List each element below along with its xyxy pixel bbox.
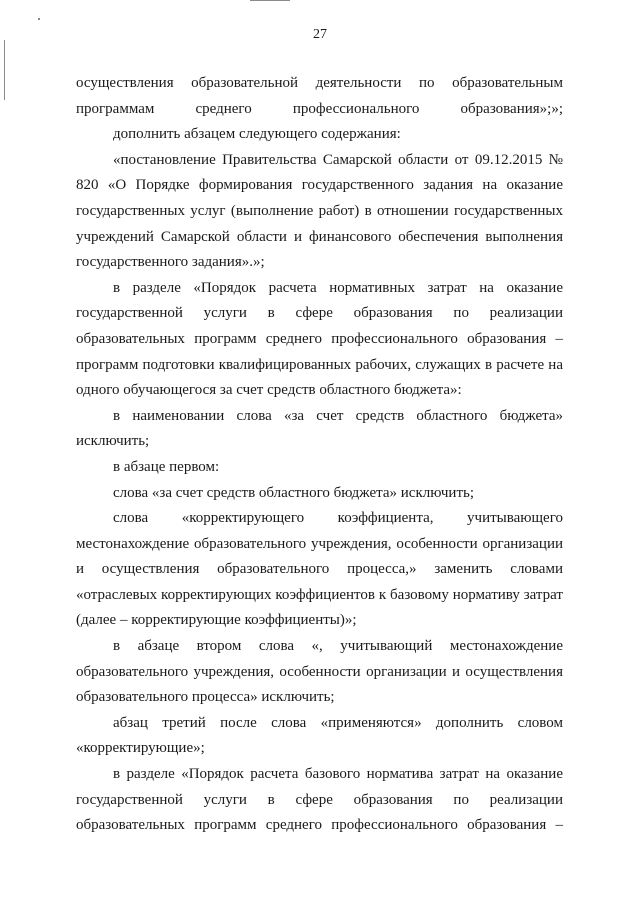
paragraph-continuation: осуществления образовательной деятельности по образовательным программам среднего профессионального образования»;»; xyxy=(76,75,563,117)
scan-edge-mark-top xyxy=(250,0,290,1)
document-body xyxy=(76,71,563,839)
paragraph-third-paragraph-amendment: абзац третий после слова «применяются» дополнить словом «корректирующие»; xyxy=(76,714,563,757)
paragraph-replace-coefficient: слова «корректирующего коэффициента, учитывающего местонахождение образовательного учреждения, особенности организации и осуществления образовательного процесса,» заменить словами «отраслевых корректирующих коэффициентов к базовому нормативу затрат (далее – корректирующие коэффициенты)»; xyxy=(76,510,563,629)
paragraph-exclude-budget-words: слова «за счет средств областного бюджета» исключить; xyxy=(113,484,475,501)
paragraph-second-paragraph-amendment: в абзаце втором слова «, учитывающий местонахождение образовательного учреждения, особенности организации и осуществления образовательного процесса» исключить; xyxy=(76,638,563,706)
paragraph-first-paragraph-heading: в абзаце первом: xyxy=(113,458,220,475)
page-number: 27 xyxy=(313,27,327,42)
paragraph-section-cost-calculation: в разделе «Порядок расчета нормативных затрат на оказание государственной услуги в сфере образования по реализации образовательных программ среднего профессионального образования – программ подготовки квалифицированных рабочих, служащих в расчете на одного обучающегося за счет средств областного бюджета»: xyxy=(76,279,563,399)
paragraph-section-base-norm: в разделе «Порядок расчета базового норматива затрат на оказание государственной услуги в сфере образования по реализации образовательных программ среднего профессионального образования – xyxy=(76,766,563,834)
scan-edge-mark-left-speck xyxy=(38,18,40,20)
paragraph-resolution-reference: «постановление Правительства Самарской области от 09.12.2015 № 820 «О Порядке формирования государственного задания на оказание государственных услуг (выполнение работ) в отношении государственных учреждений Самарской области и финансового обеспечения выполнения государственного задания».»; xyxy=(76,151,563,271)
scan-edge-mark-left xyxy=(4,40,5,100)
paragraph-instruction: дополнить абзацем следующего содержания: xyxy=(113,126,401,143)
paragraph-title-amendment: в наименовании слова «за счет средств областного бюджета» исключить; xyxy=(76,407,563,450)
